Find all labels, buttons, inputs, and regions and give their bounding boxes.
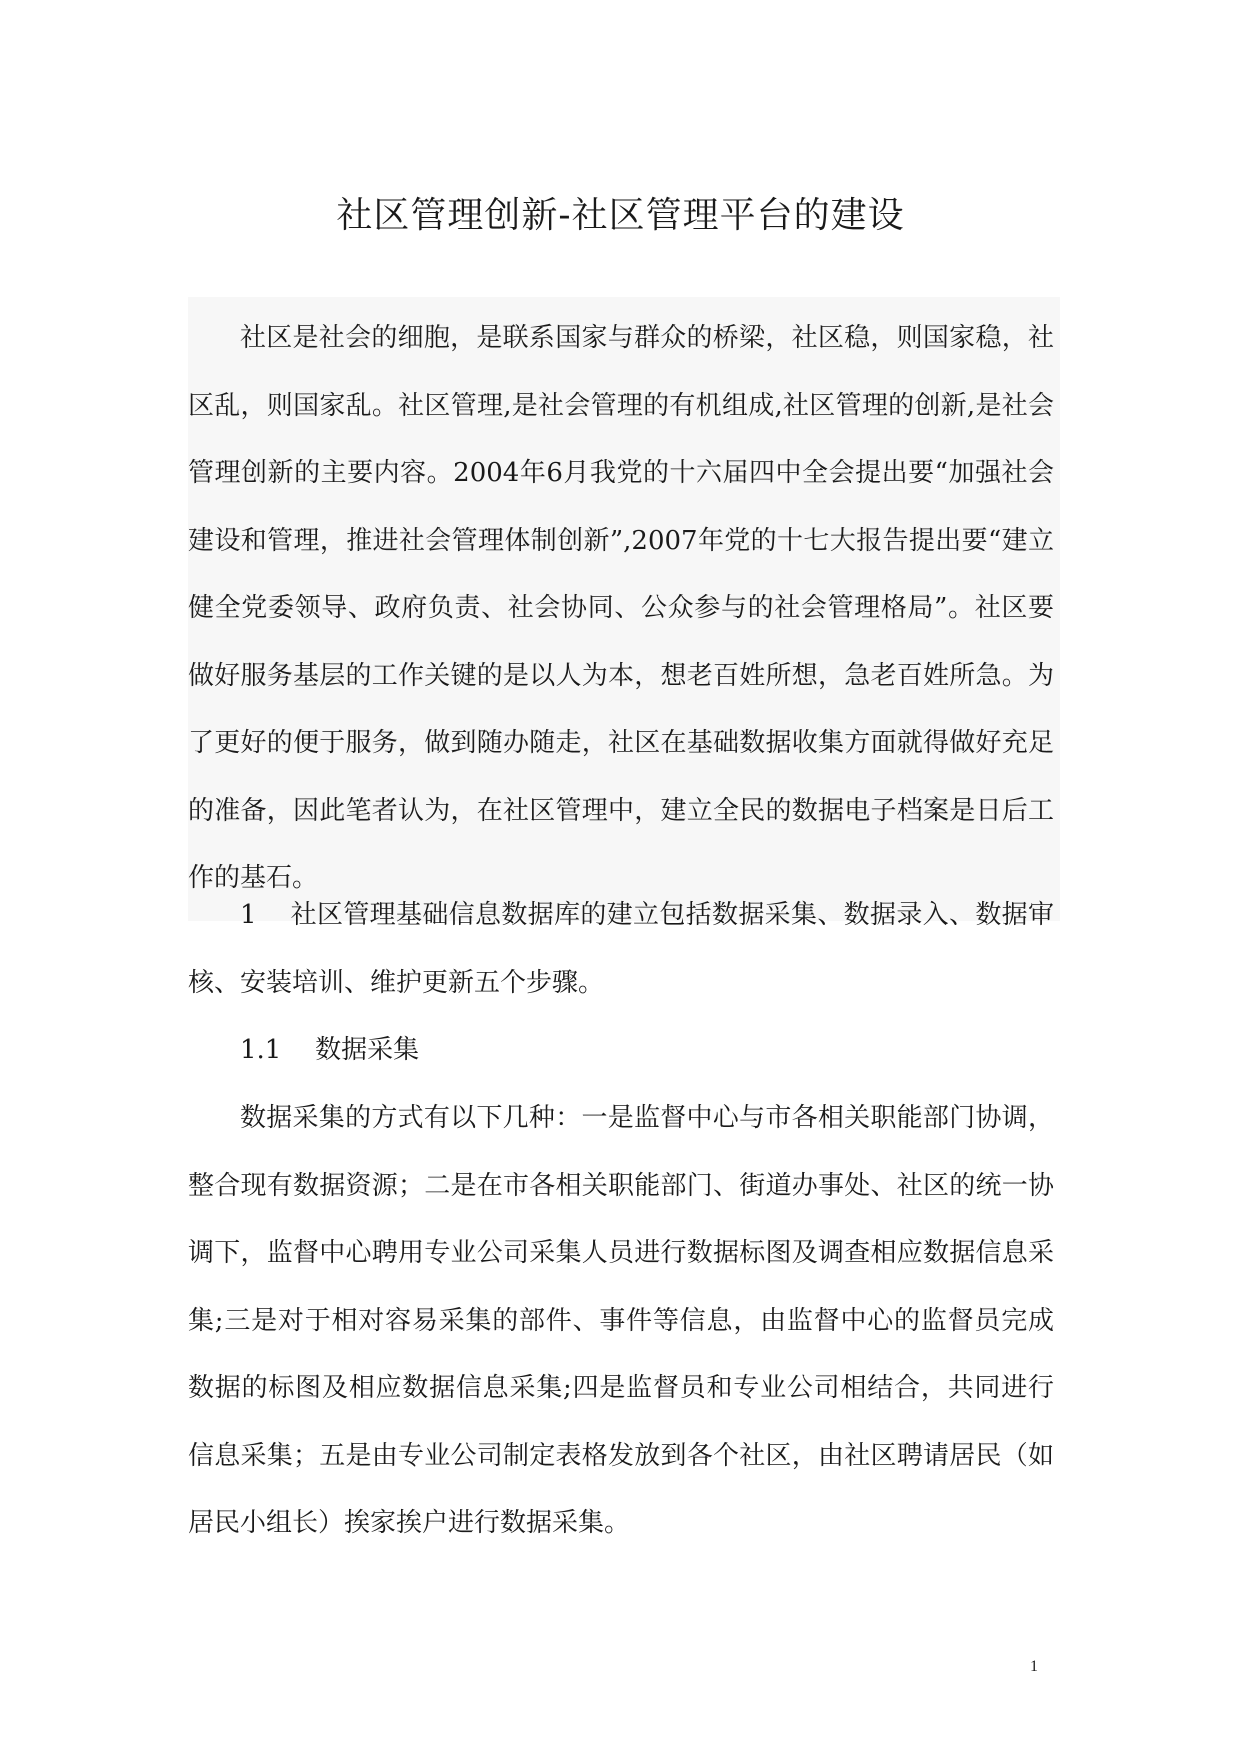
section-1-number: 1 bbox=[240, 900, 257, 930]
page-number: 1 bbox=[1030, 1658, 1038, 1675]
section-1-1-body: 数据采集的方式有以下几种：一是监督中心与市各相关职能部门协调，整合现有数据资源；二是在市各相关职能部门、街道办事处、社区的统一协调下，监督中心聘用专业公司采集人员进行数据标图及调查相应数据信息采集;三是对于相对容易采集的部件、事件等信息，由监督中心的监督员完成数据的标图及相应数据信息采集;四是监督员和专业公司相结合，共同进行信息采集；五是由专业公司制定表格发放到各个社区，由社区聘请居民（如居民小组长）挨家挨户进行数据采集。 bbox=[188, 1103, 1054, 1538]
section-1-text: 社区管理基础信息数据库的建立包括数据采集、数据录入、数据审核、安装培训、维护更新五个步骤。 bbox=[188, 900, 1054, 998]
intro-paragraph: 社区是社会的细胞，是联系国家与群众的桥梁，社区稳，则国家稳，社区乱，则国家乱。社区管理,是社会管理的有机组成,社区管理的创新,是社会管理创新的主要内容。2004年6月我党的十六届四中全会提出要“加强社会建设和管理，推进社会管理体制创新”,2007年党的十七大报告提出要“建立健全党委领导、政府负责、社会协同、公众参与的社会管理格局”。社区要做好服务基层的工作关键的是以人为本，想老百姓所想，急老百姓所急。为了更好的便于服务，做到随办随走，社区在基础数据收集方面就得做好充足的准备，因此笔者认为，在社区管理中，建立全民的数据电子档案是日后工作的基石。 bbox=[188, 297, 1060, 921]
document-title: 社区管理创新-社区管理平台的建设 bbox=[336, 195, 905, 236]
section-1-paragraph bbox=[188, 882, 1054, 1017]
section-1-1-heading bbox=[188, 1017, 1054, 1085]
section-1-1-number: 1.1 bbox=[240, 1035, 282, 1065]
section-1-1-heading-text: 数据采集 bbox=[315, 1035, 420, 1065]
